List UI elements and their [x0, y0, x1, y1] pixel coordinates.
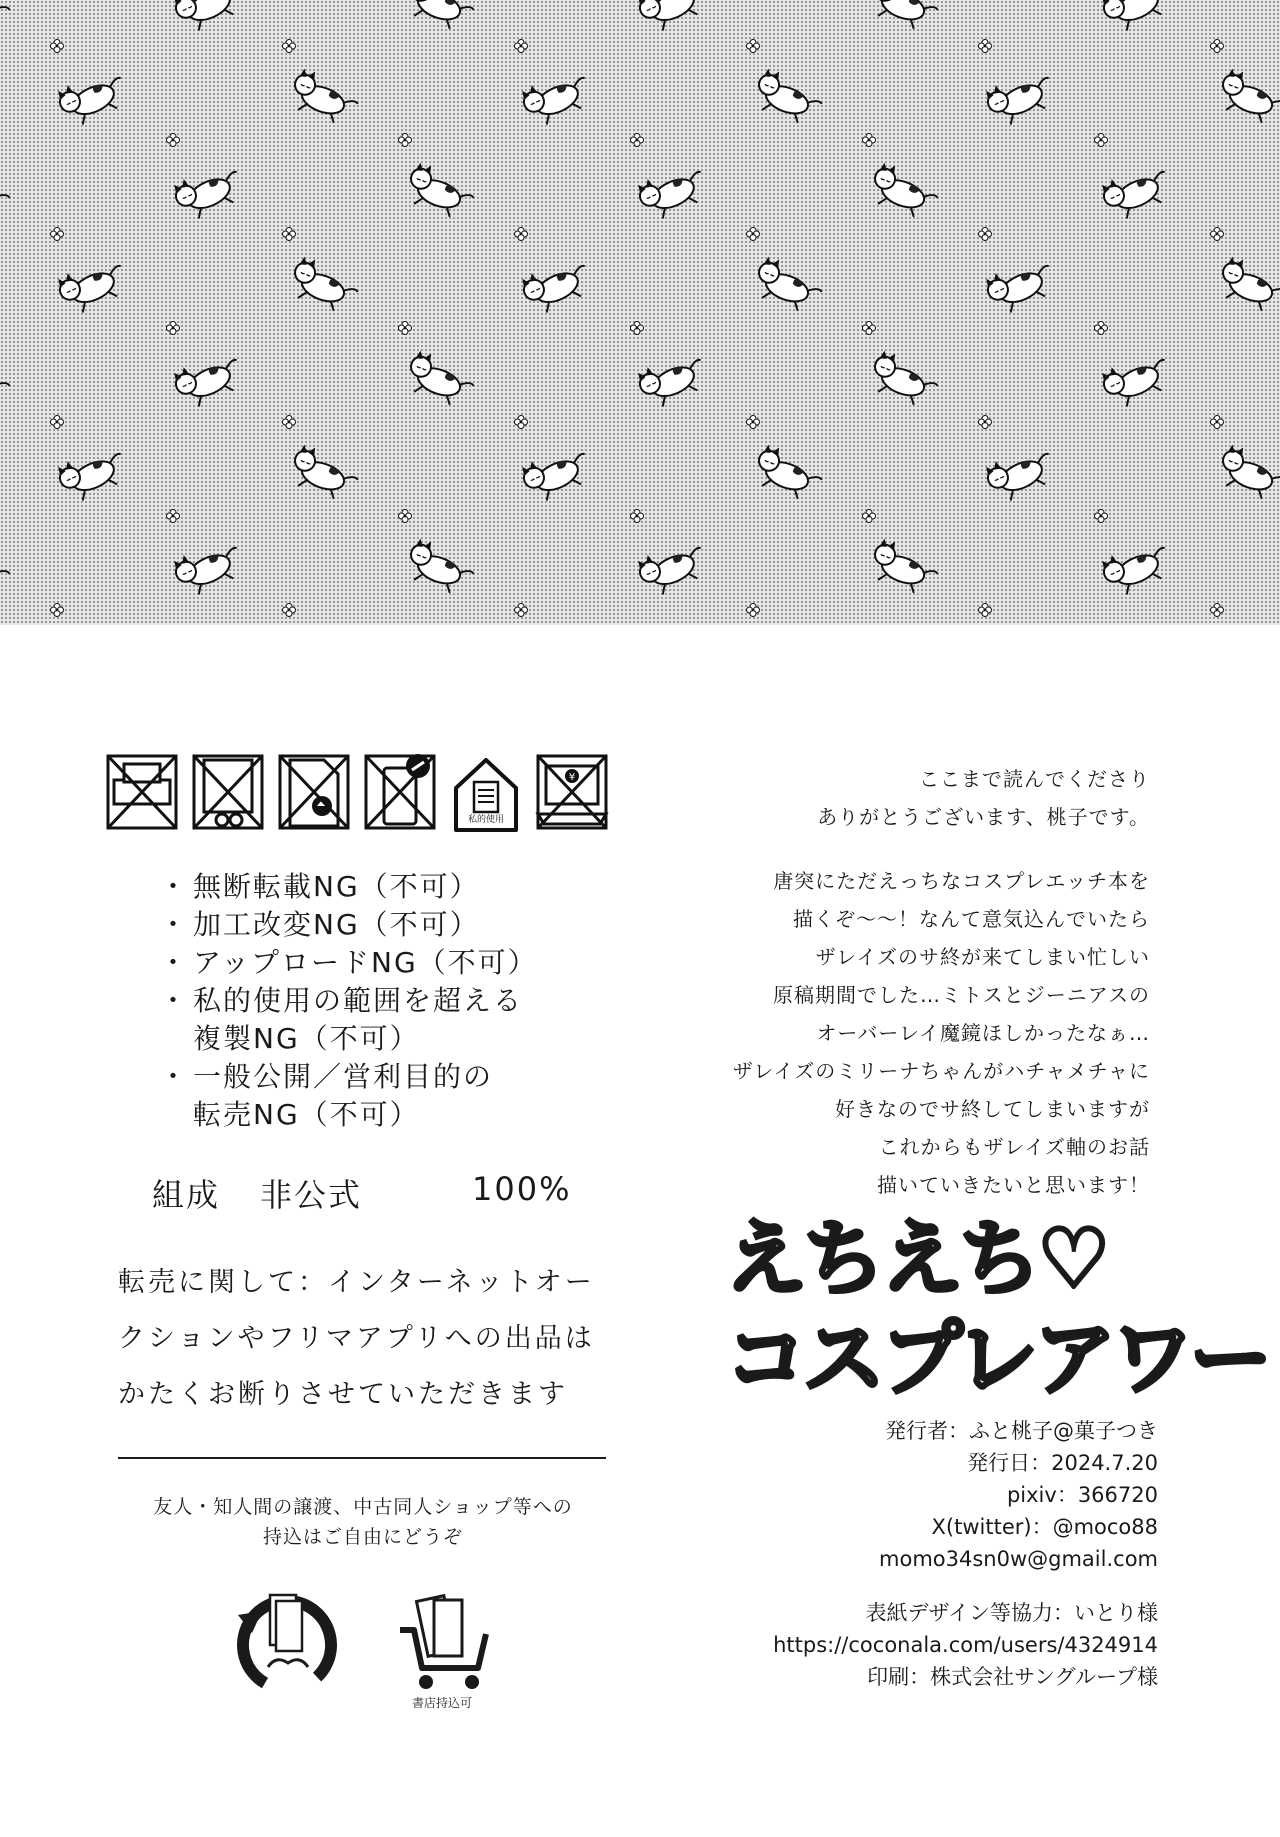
- printer: 印刷：株式会社サングループ様: [867, 1665, 1158, 1689]
- afterword-line: 描いていきたいと思います！: [877, 1173, 1150, 1197]
- rule-item: [167, 982, 597, 1058]
- flower-icon: [746, 38, 760, 52]
- flower-icon: [514, 226, 528, 240]
- flower-icon: [398, 508, 412, 522]
- cat-icon: [1094, 531, 1179, 603]
- cat-pattern-background: [0, 0, 1280, 625]
- bookstore-cart-icon: [392, 1590, 492, 1720]
- friends-line: 持込はご自由にどうぞ: [262, 1526, 463, 1548]
- flower-icon: [282, 602, 296, 616]
- cat-icon: [862, 157, 945, 225]
- cat-icon: [862, 533, 945, 601]
- cat-icon: [630, 0, 715, 39]
- cat-icon: [746, 63, 829, 131]
- flower-icon: [166, 132, 180, 146]
- colophon: [638, 1415, 1158, 1693]
- no-edit-icon: [190, 752, 266, 834]
- cat-icon: [1210, 251, 1280, 319]
- resale-line: 転売に関して：インターネットオー: [118, 1267, 595, 1298]
- rule-text: 無断転載NG（不可）: [193, 870, 480, 903]
- cat-icon: [166, 0, 251, 39]
- flower-icon: [862, 320, 876, 334]
- rule-item: [167, 944, 597, 982]
- cat-icon: [1210, 63, 1280, 131]
- afterword-line: ザレイズのミリーナちゃんがハチャメチャに: [732, 1059, 1150, 1083]
- rule-text: 私的使用の範囲を超える 複製NG（不可）: [193, 984, 524, 1055]
- twitter-handle: X(twitter)：@moco88: [931, 1515, 1158, 1539]
- title-line-1: えちえち♡: [725, 1212, 1107, 1307]
- flower-icon: [630, 508, 644, 522]
- cat-icon: [0, 157, 18, 225]
- flower-icon: [746, 602, 760, 616]
- friends-notice: [128, 1492, 598, 1552]
- cat-icon: [630, 155, 715, 227]
- cat-icon: [746, 439, 829, 507]
- cat-icon: [50, 437, 135, 509]
- afterword-line: ありがとうございます、桃子です。: [817, 805, 1150, 829]
- no-phone-share-icon: [362, 752, 438, 834]
- flower-icon: [1094, 508, 1108, 522]
- afterword-line: 唐突にただえっちなコスプレエッチ本を: [773, 869, 1150, 893]
- book-title: [725, 1210, 1268, 1410]
- rule-text: 一般公開／営利目的の 転売NG（不可）: [193, 1060, 494, 1131]
- cat-icon: [1210, 439, 1280, 507]
- afterword-line: ザレイズのサ終が来てしまい忙しい: [815, 945, 1150, 969]
- flower-icon: [1210, 38, 1224, 52]
- cat-icon: [630, 531, 715, 603]
- rules-list: [167, 868, 597, 1134]
- rule-item: [167, 868, 597, 906]
- flower-icon: [862, 132, 876, 146]
- flower-icon: [978, 414, 992, 428]
- flower-icon: [978, 38, 992, 52]
- cat-icon: [282, 251, 365, 319]
- flower-icon: [50, 226, 64, 240]
- afterword-line: これからもザレイズ軸のお話: [878, 1135, 1150, 1159]
- cat-icon: [0, 533, 18, 601]
- cat-icon: [50, 61, 135, 133]
- cat-icon: [398, 0, 481, 37]
- cat-icon: [746, 251, 829, 319]
- flower-icon: [862, 508, 876, 522]
- bookstore-label: 書店持込可: [411, 1696, 472, 1710]
- rule-text: 加工改変NG（不可）: [193, 908, 480, 941]
- friends-line: 友人・知人間の譲渡、中古同人ショップ等への: [153, 1496, 573, 1518]
- private-use-house-icon: [448, 752, 524, 834]
- flower-icon: [746, 414, 760, 428]
- afterword-line: 原稿期間でした…ミトスとジーニアスの: [773, 983, 1150, 1007]
- resale-line: クションやフリマアプリへの出品は: [118, 1323, 595, 1354]
- composition-value: 100%: [472, 1170, 572, 1208]
- flower-icon: [630, 320, 644, 334]
- title-line-2: コスプレアワー: [725, 1312, 1268, 1407]
- no-upload-icon: [276, 752, 352, 834]
- cat-icon: [514, 437, 599, 509]
- cat-icon: [0, 345, 18, 413]
- afterword-line: オーバーレイ魔鏡ほしかったなぁ…: [816, 1021, 1150, 1045]
- cat-icon: [978, 437, 1063, 509]
- afterword-line: ここまで読んでくださり: [919, 767, 1150, 791]
- afterword-line: 描くぞ〜〜！なんて意気込んでいたら: [793, 907, 1150, 931]
- afterword: [670, 760, 1150, 1204]
- flower-icon: [50, 414, 64, 428]
- flower-icon: [630, 132, 644, 146]
- cat-icon: [166, 531, 251, 603]
- composition-label: 組成: [152, 1176, 221, 1214]
- no-print-icon: [104, 752, 180, 834]
- flower-icon: [166, 508, 180, 522]
- cat-icon: [166, 155, 251, 227]
- private-use-label: 私的使用: [467, 815, 504, 825]
- flower-icon: [50, 38, 64, 52]
- cat-icon: [166, 343, 251, 415]
- cat-icon: [282, 439, 365, 507]
- pixiv-id: pixiv：366720: [1006, 1483, 1158, 1507]
- resale-line: かたくお断りさせていただきます: [118, 1379, 568, 1410]
- flower-icon: [1210, 414, 1224, 428]
- cat-icon: [978, 61, 1063, 133]
- cat-icon: [1094, 343, 1179, 415]
- cat-icon: [1094, 0, 1179, 39]
- flower-icon: [978, 226, 992, 240]
- email: momo34sn0w@gmail.com: [879, 1547, 1158, 1571]
- divider-line: [118, 1457, 606, 1459]
- rule-item: [167, 906, 597, 944]
- flower-icon: [1094, 132, 1108, 146]
- recycle-icon: [232, 1585, 342, 1705]
- flower-icon: [1210, 602, 1224, 616]
- ng-icons-row: [104, 752, 624, 842]
- cat-icon: [0, 0, 18, 37]
- flower-icon: [514, 414, 528, 428]
- flower-icon: [282, 414, 296, 428]
- cat-icon: [1094, 155, 1179, 227]
- flower-icon: [166, 320, 180, 334]
- cover-design-url: https://coconala.com/users/4324914: [773, 1633, 1158, 1657]
- resale-notice: [118, 1255, 608, 1423]
- no-resale-icon: [534, 752, 610, 834]
- flower-icon: [746, 226, 760, 240]
- rule-text: アップロードNG（不可）: [193, 946, 538, 979]
- cover-design-credit: 表紙デザイン等協力：いとり様: [865, 1601, 1158, 1625]
- flower-icon: [1094, 320, 1108, 334]
- flower-icon: [282, 38, 296, 52]
- rule-item: [167, 1058, 597, 1134]
- flower-icon: [514, 602, 528, 616]
- publish-date: 発行日：2024.7.20: [967, 1451, 1158, 1475]
- flower-icon: [50, 602, 64, 616]
- cat-icon: [398, 533, 481, 601]
- cat-icon: [514, 61, 599, 133]
- cat-icon: [978, 249, 1063, 321]
- cat-icon: [398, 157, 481, 225]
- cat-icon: [398, 345, 481, 413]
- cat-icon: [630, 343, 715, 415]
- svg-text:¥: ¥: [568, 772, 576, 783]
- cat-icon: [862, 0, 945, 37]
- flower-icon: [398, 132, 412, 146]
- flower-icon: [978, 602, 992, 616]
- cat-icon: [862, 345, 945, 413]
- flower-icon: [282, 226, 296, 240]
- cat-icon: [514, 249, 599, 321]
- afterword-line: 好きなのでサ終してしまいますが: [835, 1097, 1150, 1121]
- composition-kind: 非公式: [260, 1176, 363, 1214]
- flower-icon: [398, 320, 412, 334]
- cat-icon: [50, 249, 135, 321]
- cat-icon: [282, 63, 365, 131]
- publisher: 発行者：ふと桃子@菓子つき: [885, 1419, 1158, 1443]
- flower-icon: [514, 38, 528, 52]
- flower-icon: [1210, 226, 1224, 240]
